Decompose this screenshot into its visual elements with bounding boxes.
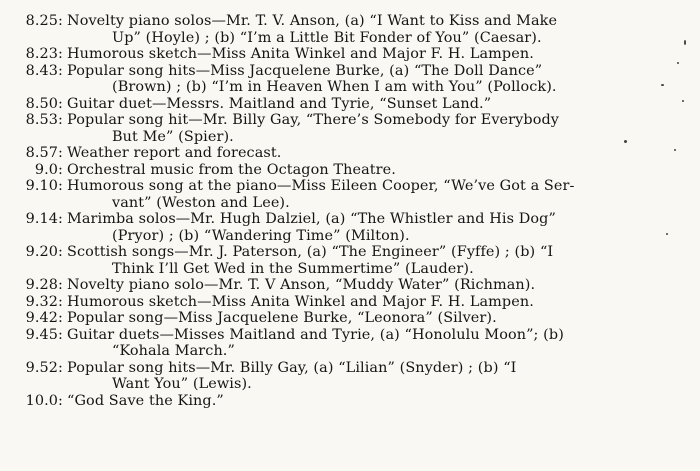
entry-time: 8.50:	[25, 95, 63, 112]
entry-time: 9.14:	[25, 211, 63, 227]
entry-description	[67, 13, 686, 46]
entry-time: 9.42:	[25, 310, 63, 326]
entry-continuation-line: (Brown) ; (b) “I’m in Heaven When I am with You” (Pollock).	[112, 79, 557, 95]
entry-line: Popular song hit—Mr. Billy Gay, “There’s Somebody for Everybody	[67, 112, 560, 128]
entry-time: 9.32:	[25, 293, 63, 310]
entry-continuation-line: “Kohala March.”	[112, 343, 235, 359]
entry-time: 9.10:	[25, 178, 63, 194]
program-entry	[16, 162, 686, 179]
entry-line: Novelty piano solos—Mr. T. V. Anson, (a) “I Want to Kiss and Make	[67, 13, 558, 29]
program-entry	[16, 310, 686, 327]
entry-time: 8.43:	[25, 62, 63, 79]
entry-time: 10.0:	[25, 392, 63, 409]
entry-description	[67, 178, 686, 211]
entry-description	[67, 360, 686, 393]
entry-time: 8.57:	[25, 145, 63, 161]
program-entry	[16, 63, 686, 96]
entry-line: Guitar duets—Misses Maitland and Tyrie, (a) “Honolulu Moon”; (b)	[67, 326, 564, 343]
entry-continuation-line: Think I’ll Get Wed in the Summertime” (Lauder).	[112, 260, 474, 277]
entry-description	[67, 46, 686, 63]
entry-continuation-line: Want You” (Lewis).	[112, 376, 252, 392]
program-entry	[16, 46, 686, 63]
entry-time: 9.45:	[25, 326, 63, 343]
program-entry	[16, 277, 686, 294]
entry-description	[67, 244, 686, 277]
program-entry	[16, 13, 686, 46]
entry-description	[67, 96, 686, 113]
entry-time: 9.0:	[34, 161, 63, 178]
program-entry	[16, 178, 686, 211]
ink-speck	[684, 40, 686, 45]
entry-line: Humorous sketch—Miss Anita Winkel and Major F. H. Lampen.	[67, 293, 534, 310]
entry-line: Orchestral music from the Octagon Theatre.	[67, 161, 396, 178]
entry-line: Popular song—Miss Jacquelene Burke, “Leonora” (Silver).	[67, 310, 497, 326]
program-entry	[16, 96, 686, 113]
entry-time: 8.53:	[25, 112, 63, 128]
program-listing	[16, 13, 686, 409]
ink-speck	[624, 140, 627, 143]
entry-continuation-line: Up” (Hoyle) ; (b) “I’m a Little Bit Fonder of You” (Caesar).	[112, 29, 542, 46]
entry-line: “God Save the King.”	[67, 392, 224, 409]
entry-description	[67, 145, 686, 162]
entry-description	[67, 393, 686, 410]
entry-time: 9.28:	[25, 277, 63, 293]
entry-time: 9.20:	[25, 244, 63, 260]
program-entry	[16, 393, 686, 410]
entry-time: 8.25:	[25, 13, 63, 29]
entry-description	[67, 63, 686, 96]
entry-time: 8.23:	[25, 46, 63, 62]
entry-description	[67, 277, 686, 294]
entry-line: Humorous song at the piano—Miss Eileen Cooper, “We’ve Got a Ser-	[67, 178, 575, 194]
ink-speck	[666, 233, 668, 235]
entry-line: Scottish songs—Mr. J. Paterson, (a) “The Engineer” (Fyffe) ; (b) “I	[67, 244, 554, 260]
entry-description	[67, 294, 686, 311]
entry-time: 9.52:	[25, 359, 63, 376]
entry-description	[67, 162, 686, 179]
program-entry	[16, 211, 686, 244]
entry-continuation-line: But Me” (Spier).	[112, 128, 234, 145]
entry-line: Novelty piano solo—Mr. T. V Anson, “Muddy Water” (Richman).	[67, 277, 536, 293]
entry-line: Popular song hits—Miss Jacquelene Burke, (a) “The Doll Dance”	[67, 62, 543, 79]
entry-description	[67, 211, 686, 244]
entry-continuation-line: (Pryor) ; (b) “Wandering Time” (Milton).	[112, 227, 410, 244]
entry-line: Guitar duet—Messrs. Maitland and Tyrie, “Sunset Land.”	[67, 95, 492, 112]
entry-description	[67, 310, 686, 327]
ink-speck	[674, 149, 676, 151]
program-entry	[16, 145, 686, 162]
entry-line: Popular song hits—Mr. Billy Gay, (a) “Lilian” (Snyder) ; (b) “I	[67, 359, 517, 376]
ink-speck	[661, 84, 664, 86]
program-entry	[16, 360, 686, 393]
ink-speck	[682, 100, 684, 102]
entry-line: Humorous sketch—Miss Anita Winkel and Major F. H. Lampen.	[67, 46, 534, 62]
program-entry	[16, 294, 686, 311]
ink-speck	[677, 62, 679, 64]
program-entry	[16, 112, 686, 145]
entry-continuation-line: vant” (Weston and Lee).	[112, 194, 290, 211]
entry-line: Weather report and forecast.	[67, 145, 282, 161]
entry-description	[67, 327, 686, 360]
entry-line: Marimba solos—Mr. Hugh Dalziel, (a) “The Whistler and His Dog”	[67, 211, 556, 227]
program-entry	[16, 327, 686, 360]
program-entry	[16, 244, 686, 277]
entry-description	[67, 112, 686, 145]
